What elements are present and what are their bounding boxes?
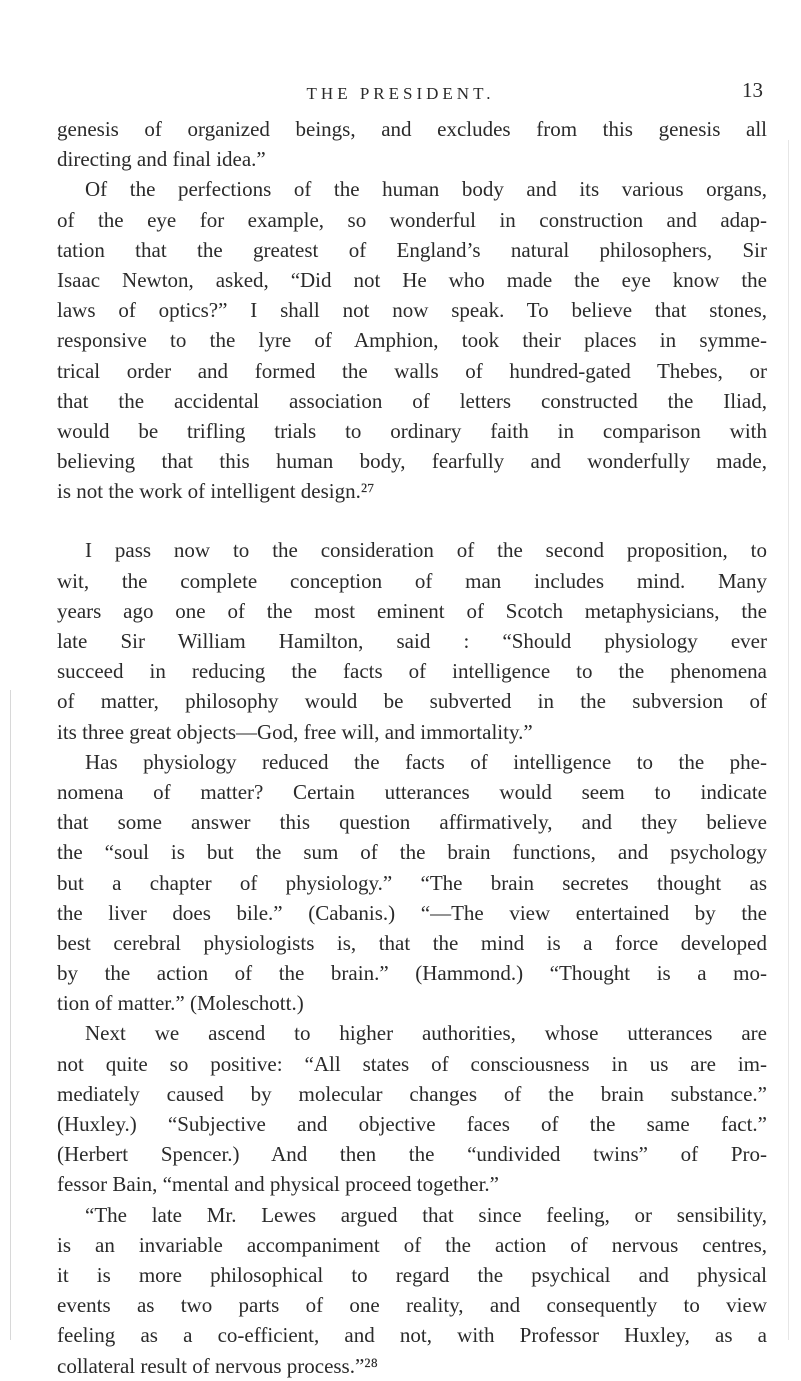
running-title: THE PRESIDENT.: [306, 84, 495, 103]
text-line: that some answer this question affirmatively, and they believe: [57, 810, 767, 835]
paragraph: [57, 1200, 767, 1381]
text-line: fessor Bain, “mental and physical proceed together.”: [57, 1172, 500, 1197]
text-line: is an invariable accompaniment of the action of nervous centres,: [57, 1232, 767, 1257]
text-line: Isaac Newton, asked, “Did not He who made the eye know the: [57, 267, 767, 292]
text-line: not quite so positive: “All states of consciousness in us are im-: [57, 1051, 767, 1076]
text-line: years ago one of the most eminent of Scotch metaphysicians, the: [57, 598, 767, 623]
text-line: Of the perfections of the human body and its various organs,: [85, 177, 767, 202]
page-number: 13: [742, 78, 763, 102]
text-line: events as two parts of one reality, and consequently to view: [57, 1293, 767, 1318]
text-line: that the accidental association of letters constructed the Iliad,: [57, 388, 767, 413]
text-line: genesis of organized beings, and excludes from this genesis all: [57, 117, 767, 141]
text-line: I pass now to the consideration of the second proposition, to: [85, 538, 767, 563]
text-line: by the action of the brain.” (Hammond.) “Thought is a mo-: [57, 961, 767, 986]
text-line: Has physiology reduced the facts of intelligence to the phe-: [85, 749, 767, 774]
text-line: (Herbert Spencer.) And then the “undivided twins” of Pro-: [57, 1142, 767, 1167]
text-line: tation that the greatest of England’s natural philosophers, Sir: [57, 237, 767, 262]
text-line: best cerebral physiologists is, that the mind is a force developed: [57, 930, 767, 955]
body-text: [57, 114, 767, 1381]
paragraph: [57, 535, 767, 746]
text-line: of matter, philosophy would be subverted in the subversion of: [57, 689, 767, 714]
text-line: nomena of matter? Certain utterances would seem to indicate: [57, 779, 767, 804]
text-line: directing and final idea.”: [57, 147, 266, 172]
text-line: (Huxley.) “Subjective and objective faces of the same fact.”: [57, 1112, 767, 1136]
paragraph: [57, 747, 767, 1019]
text-line: collateral result of nervous process.”²⁸: [57, 1353, 378, 1378]
text-line: would be trifling trials to ordinary faith in comparison with: [57, 418, 767, 443]
page-edge-shadow: [10, 690, 11, 1340]
text-line: feeling as a co-efficient, and not, with Professor Huxley, as a: [57, 1323, 767, 1348]
paragraph: [57, 114, 767, 174]
text-line: the liver does bile.” (Cabanis.) “—The view entertained by the: [57, 900, 767, 925]
paragraph: [57, 1018, 767, 1199]
paragraph: [57, 174, 767, 506]
text-line: responsive to the lyre of Amphion, took their places in symme-: [57, 328, 767, 353]
text-line: wit, the complete conception of man includes mind. Many: [57, 568, 767, 593]
text-line: tion of matter.” (Moleschott.): [57, 991, 304, 1016]
text-line: succeed in reducing the facts of intelligence to the phenomena: [57, 659, 767, 684]
text-line: laws of optics?” I shall not now speak. To believe that stones,: [57, 298, 767, 323]
page-edge-shadow-right: [788, 140, 789, 1340]
text-line: believing that this human body, fearfully and wonderfully made,: [57, 449, 767, 474]
text-line: trical order and formed the walls of hundred-gated Thebes, or: [57, 358, 767, 383]
text-line: but a chapter of physiology.” “The brain secretes thought as: [57, 870, 767, 895]
text-line: of the eye for example, so wonderful in construction and adap-: [57, 207, 767, 232]
text-line: mediately caused by molecular changes of the brain substance.”: [57, 1081, 767, 1106]
paragraph-gap: [57, 506, 767, 535]
text-line: “The late Mr. Lewes argued that since feeling, or sensibility,: [85, 1202, 767, 1227]
text-line: it is more philosophical to regard the psychical and physical: [57, 1262, 767, 1287]
text-line: is not the work of intelligent design.²⁷: [57, 479, 375, 504]
text-line: its three great objects—God, free will, and immortality.”: [57, 719, 533, 744]
text-line: Next we ascend to higher authorities, whose utterances are: [85, 1021, 767, 1046]
text-line: the “soul is but the sum of the brain functions, and psychology: [57, 840, 767, 865]
text-line: late Sir William Hamilton, said : “Should physiology ever: [57, 629, 767, 653]
